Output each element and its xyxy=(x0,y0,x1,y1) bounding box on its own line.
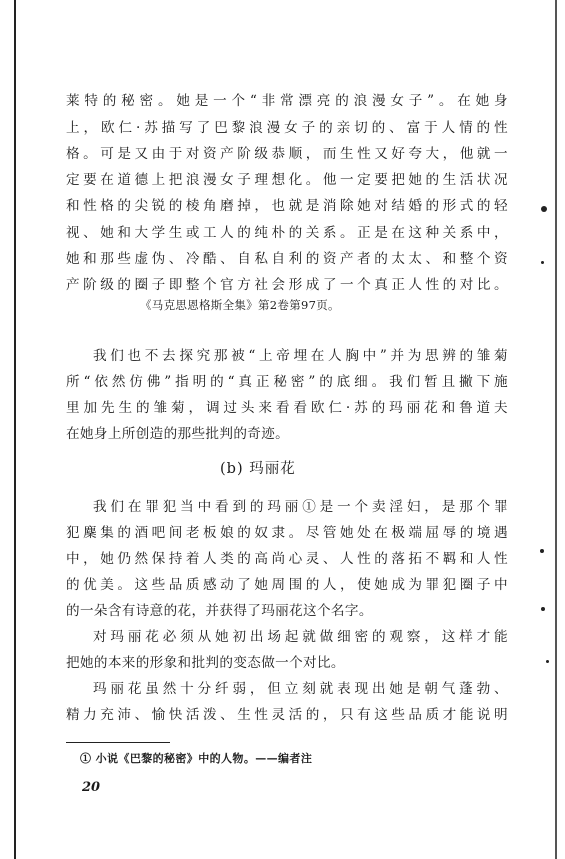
paragraph3-line: 犯麇集的酒吧间老板娘的奴隶。尽管她处在极端屈辱的境遇 xyxy=(66,525,508,541)
page-edge-left xyxy=(14,0,16,859)
paragraph2-line: 我们也不去探究那被“上帝埋在人胸中”并为思辨的雏菊 xyxy=(93,348,508,364)
page-number: 20 xyxy=(82,780,101,795)
paragraph1-line: 视、她和大学生或工人的纯朴的关系。正是在这种关系中， xyxy=(66,225,508,241)
page-edge-right xyxy=(555,0,557,859)
paragraph4-line: 把她的本来的形象和批判的变态做一个对比。 xyxy=(66,655,345,671)
scan-speck xyxy=(541,607,545,611)
paragraph5-line: 精力充沛、愉快活泼、生性灵活的，只有这些品质才能说明 xyxy=(66,707,508,723)
scan-speck xyxy=(541,261,544,264)
paragraph4-line: 对玛丽花必须从她初出场起就做细密的观察，这样才能 xyxy=(93,629,508,645)
paragraph1-line: 格。可是又由于对资产阶级恭顺，而生性又好夸大，他就一 xyxy=(66,146,508,162)
paragraph3-line: 中，她仍然保持着人类的高尚心灵、人性的落拓不羁和人性 xyxy=(66,551,508,567)
scan-speck xyxy=(540,549,544,553)
paragraph1-line: 和性格的尖锐的棱角磨掉，也就是消除她对结婚的形式的轻 xyxy=(66,198,508,214)
paragraph3-line: 的一朵含有诗意的花，并获得了玛丽花这个名字。 xyxy=(66,603,373,619)
scan-speck xyxy=(541,206,547,212)
paragraph1-line: 她和那些虚伪、冷酷、自私自利的资产者的太太、和整个资 xyxy=(66,251,508,267)
section-heading: (b) 玛丽花 xyxy=(220,461,296,477)
footnote-rule xyxy=(66,742,170,743)
paragraph2-line: 在她身上所创造的那些批判的奇迹。 xyxy=(66,426,290,442)
paragraph3-line: 的优美。这些品质感动了她周围的人，使她成为罪犯圈子中 xyxy=(66,577,508,593)
paragraph5-line: 玛丽花虽然十分纤弱，但立刻就表现出她是朝气蓬勃、 xyxy=(93,681,508,697)
footnote: ① 小说《巴黎的秘密》中的人物。——编者注 xyxy=(80,752,313,765)
paragraph1-line: 定要在道德上把浪漫女子理想化。他一定要把她的生活状况 xyxy=(66,172,508,188)
paragraph1-line: 上，欧仁·苏描写了巴黎浪漫女子的亲切的、富于人情的性 xyxy=(66,120,508,136)
paragraph2-line: 里加先生的雏菊，调过头来看看欧仁·苏的玛丽花和鲁道夫 xyxy=(66,400,508,416)
paragraph3-line: 我们在罪犯当中看到的玛丽①是一个卖淫妇，是那个罪 xyxy=(93,499,508,515)
paragraph1-line: 莱特的秘密。她是一个“非常漂亮的浪漫女子”。在她身 xyxy=(66,93,508,109)
paragraph1-line: 产阶级的圈子即整个官方社会形成了一个真正人性的对比。 xyxy=(66,277,508,293)
scan-speck xyxy=(546,660,549,663)
paragraph2-line: 所“依然仿佛”指明的“真正秘密”的底细。我们暂且撇下施 xyxy=(66,374,508,390)
source-citation: 《马克思恩格斯全集》第2卷第97页。 xyxy=(140,298,340,312)
